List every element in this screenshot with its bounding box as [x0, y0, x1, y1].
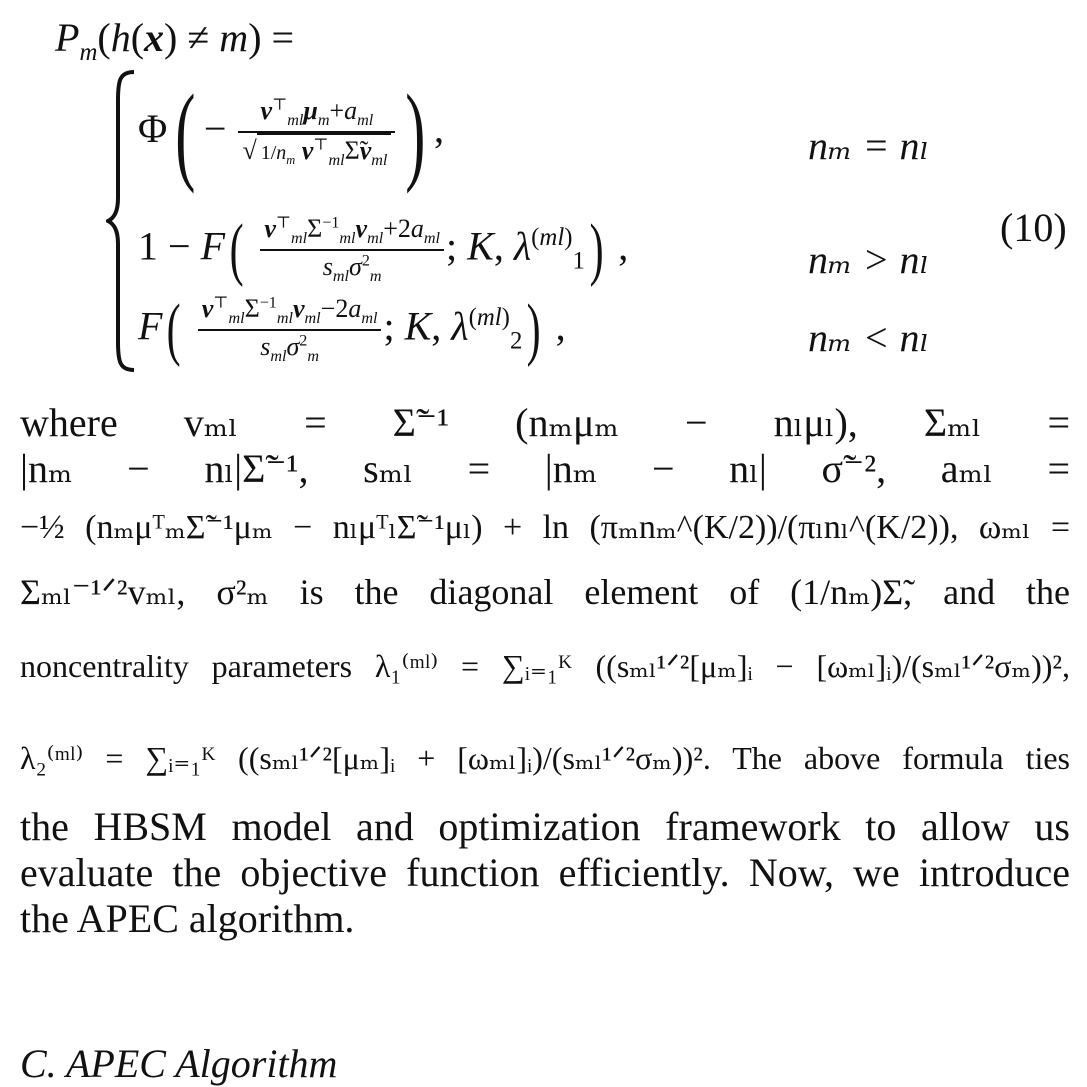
paragraph-line-1: where vₘₗ = Σ̃⁻¹ (nₘμₘ − nₗμₗ), Σₘₗ =: [20, 400, 1070, 445]
equation-case-2: 1 − F( $\frac{v^⊤_{ml}\Sigma^{-1}_{ml}v_{ml}+2a_{ml}}{s_{ml}\sigma^2_m}$ ; K, $\lambda^{(ml)}_1$) ,: [138, 211, 629, 289]
paragraph-line-8: evaluate the objective function efficiently. Now, we introduce: [20, 850, 1070, 895]
equation-number: (10): [1000, 205, 1067, 250]
section-heading: C. APEC Algorithm: [20, 1041, 338, 1086]
paragraph-line-5: noncentrality parameters λ₁⁽ᵐˡ⁾ = ∑ᵢ₌₁ᴷ ((sₘₗ¹ᐟ²[μₘ]ᵢ − [ωₘₗ]ᵢ)/(sₘₗ¹ᐟ²σₘ))²,: [20, 648, 1070, 684]
body-paragraph: [20, 400, 1070, 942]
equation-condition-1: nₘ = nₗ: [808, 123, 930, 168]
equation-case-1: Φ( − $\frac{v^⊤_{ml}\mu_m+a_{ml}}{√ 1/n_m v^⊤_{ml}\Sigmãv_{ml}}$ ) ,: [138, 72, 445, 194]
equation-case-3: F( $\frac{v^⊤_{ml}\Sigma^{-1}_{ml}v_{ml}-2a_{ml}}{s_{ml}\sigma^2_m}$ ; K, $\lambda^{(ml)}_2$) ,: [138, 291, 566, 369]
equation-condition-2: nₘ > nₗ: [808, 237, 930, 282]
left-brace-icon: [106, 70, 136, 372]
equation-lhs: $P_m(h(x) \ne m)$ =: [55, 15, 295, 66]
paragraph-line-9: the APEC algorithm.: [20, 896, 355, 941]
paragraph-line-7: the HBSM model and optimization framework to allow us: [20, 804, 1070, 849]
paragraph-line-3: −½ (nₘμᵀₘΣ̃⁻¹μₘ − nₗμᵀₗΣ̃⁻¹μₗ) + ln (πₘnₘ^(K/2))/(πₗnₗ^(K/2)), ωₘₗ =: [20, 509, 1070, 546]
paragraph-line-6: λ₂⁽ᵐˡ⁾ = ∑ᵢ₌₁ᴷ ((sₘₗ¹ᐟ²[μₘ]ᵢ + [ωₘₗ]ᵢ)/(sₘₗ¹ᐟ²σₘ))². The above formula ties: [20, 740, 1070, 776]
paragraph-line-2: |nₘ − nₗ|Σ̃⁻¹, sₘₗ = |nₘ − nₗ| σ̃⁻², aₘₗ =: [20, 446, 1070, 491]
paragraph-line-4: Σₘₗ⁻¹ᐟ²vₘₗ, σ²ₘ is the diagonal element of (1/nₘ)Σ̃, and the: [20, 572, 1070, 612]
equation-condition-3: nₘ < nₗ: [808, 315, 930, 360]
